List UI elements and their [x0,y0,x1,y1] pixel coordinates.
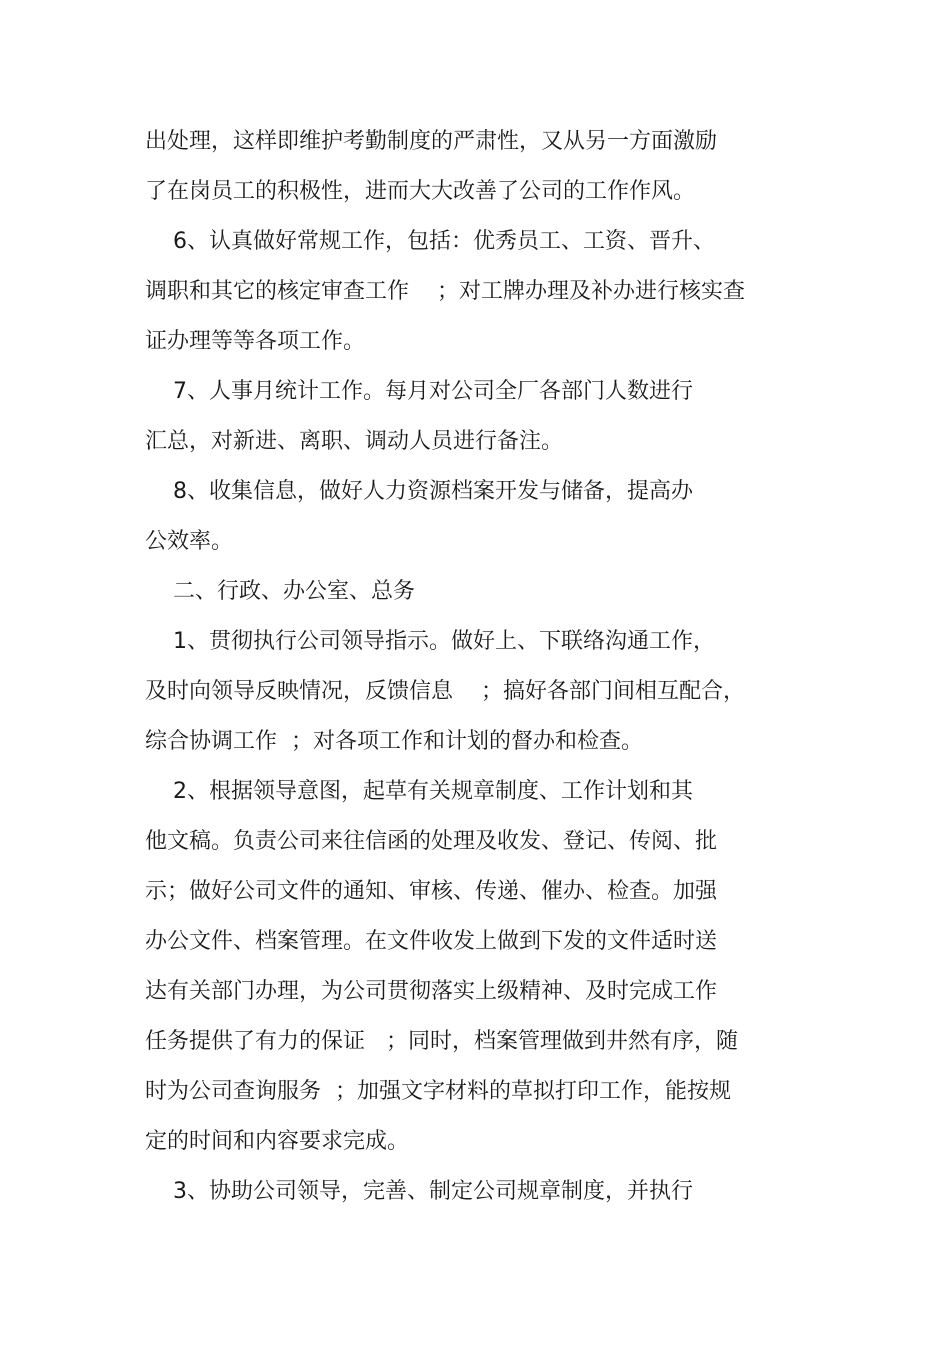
section-heading: 二、行政、办公室、总务 [145,579,415,604]
text-line: 汇总，对新进、离职、调动人员进行备注。 [145,429,564,454]
text-line: 8、收集信息，做好人力资源档案开发与储备，提高办 [145,479,693,504]
text-line: 任务提供了有力的保证 ；同时，档案管理做到井然有序，随 [145,1029,738,1054]
text-line: 示；做好公司文件的通知、审核、传递、催办、检查。加强 [145,879,718,904]
text-line: 及时向领导反映情况，反馈信息 ；搞好各部门间相互配合， [145,679,745,704]
text-line: 达有关部门办理，为公司贯彻落实上级精神、及时完成工作 [145,979,718,1004]
text-line: 定的时间和内容要求完成。 [145,1129,410,1154]
text-line: 出处理，这样即维护考勤制度的严肃性，又从另一方面激励 [145,129,718,154]
text-line: 证办理等等各项工作。 [145,329,366,354]
text-line: 综合协调工作 ；对各项工作和计划的督办和检查。 [145,729,643,754]
text-line: 办公文件、档案管理。在文件收发上做到下发的文件适时送 [145,929,718,954]
text-line: 他文稿。负责公司来往信函的处理及收发、登记、传阅、批 [145,829,718,854]
text-line: 2、根据领导意图，起草有关规章制度、工作计划和其 [145,779,693,804]
text-line: 6、认真做好常规工作，包括：优秀员工、工资、晋升、 [145,229,715,254]
text-line: 7、人事月统计工作。每月对公司全厂各部门人数进行 [145,379,693,404]
text-line: 1、贯彻执行公司领导指示。做好上、下联络沟通工作， [145,629,715,654]
text-line: 了在岗员工的积极性，进而大大改善了公司的工作作风。 [145,179,696,204]
text-line: 时为公司查询服务 ；加强文字材料的草拟打印工作，能按规 [145,1079,731,1104]
document-body [145,117,785,1217]
text-line: 公效率。 [145,529,234,554]
text-line: 3、协助公司领导，完善、制定公司规章制度，并执行 [145,1179,693,1204]
text-line: 调职和其它的核定审查工作 ；对工牌办理及补办进行核实查 [145,279,745,304]
